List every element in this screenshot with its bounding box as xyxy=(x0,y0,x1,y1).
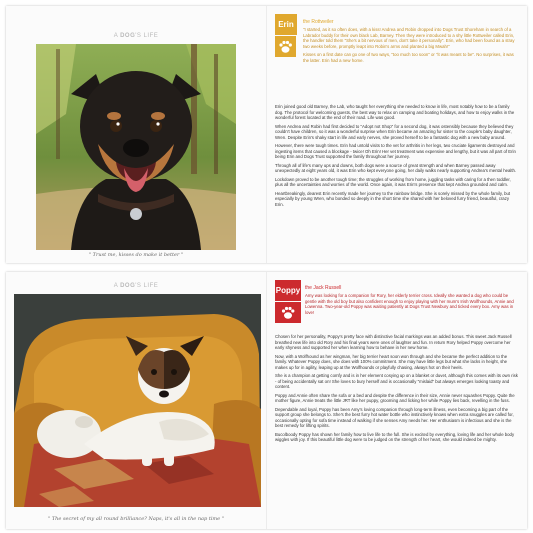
breed-subtitle: the Rottweiler xyxy=(303,19,334,25)
painting-caption: " Trust me, kisses do make it better " xyxy=(88,252,184,258)
body-paragraph: Dependable and loyal, Poppy has been Amy's loving companion through long-term illness, even becoming a big part of the support group she belongs to. She's the best furry hot water bottle who instinctively knows when extra snuggles are called for, occasionally opting for sofa time instead of walking if she senses Amy needs her. Her enthusiasm is infectious and she is the best remedy for lifting spirits. xyxy=(275,406,514,428)
series-title: A DOG'S LIFE xyxy=(113,283,159,289)
story-body xyxy=(275,334,519,446)
dog-name-badge: Erin xyxy=(275,14,297,35)
body-paragraph: Chosen for her personality, Poppy's pretty face with distinctive facial markings was an added bonus. This sweet Jack Russell breathed new life into old Rory and his final years were ones of laughter and fun. In return Rory helped Poppy overcome her early shyness and supported her when learning how to behave in her new home. xyxy=(275,334,512,350)
intro-text xyxy=(303,27,519,66)
body-paragraph: Poppy and Annie often share the sofa or a bed and despite the difference in their size, Annie never squashes Poppy. Quite the mother figure, Annie treats the little JRT like her puppy, grooming and licking her while Poppy lies back, revelling in the fuss. xyxy=(275,392,515,403)
book-spread-poppy xyxy=(6,272,527,529)
body-paragraph: Heartbreakingly, dearest Erin recently made her journey to the rainbow bridge. She is sorely missed by the whole family, but especially by young Wren, who bonded so deeply in the short time she shared with her beloved furry friend, beautiful, crazy Erin. xyxy=(275,190,511,207)
body-paragraph: When Andrea and Robin had first decided to "Adopt not Shop" for a second dog, it was ostensibly because they believed they couldn't have children, so it was a wonderful surprise when Erin became an amazing fur sister to the couple's baby daughter, Wren. Despite Erin's shaky start in life and early nerves, she proved herself to be a fantastic dog with a new baby around. xyxy=(275,123,514,140)
paw-icon xyxy=(275,36,296,57)
intro-paragraph: Amy was looking for a companion for Rory, her elderly terrier cross. Ideally she wanted a dog who could be gentle with the old boy but also confident enough to enjoy playing with her mum's Irish Wolfhounds, Annie and Lowenna. Two-year-old Poppy was waiting patiently at Dogs Trust Newbury and ticked every box. Amy was in love! xyxy=(305,293,514,315)
dog-name-badge: Poppy xyxy=(275,280,301,301)
left-page xyxy=(6,272,266,529)
paw-icon xyxy=(275,302,301,323)
book-spread-erin xyxy=(6,6,527,263)
series-title: A DOG'S LIFE xyxy=(113,33,159,39)
story-body xyxy=(275,104,519,210)
right-page xyxy=(267,272,527,529)
body-paragraph: She is a champion at getting comfy and is in her element cosying up on a blanket or duvet, although this comes with its own risk - of being accidentally sat on! She loves to bury herself and is occasionally "mislaid" but always emerges looking toasty and content. xyxy=(275,373,518,389)
intro-paragraph: "I started, as it so often does, with a kiss! Andrea and Robin dropped into Dogs Trust Shoreham in search of a Labrador buddy for their own black Lab, Barney. Then they were introduced to a shy little Rottweiler called Erin, the handler told them "She's a bit nervous of men, don't take it personally". Erin, who had been found as a stray two weeks before, promptly leapt into Robin's arms and planted a big Mwah!" xyxy=(303,27,515,49)
dog-painting xyxy=(14,294,261,507)
painting-caption: " The secret of my all round brilliance? Naps, it's all in the nap time " xyxy=(47,516,225,522)
breed-subtitle: the Jack Russell xyxy=(305,285,342,291)
body-paragraph: Bucolboody Poppy has shown her family how to live life to the full. She is excited by everything, loving life and her whole body wiggles with joy. If this beautiful little dog were to be judged on the strength of her heart, she would indeed be mighty. xyxy=(275,431,515,442)
erin-painting-illustration xyxy=(36,44,236,250)
body-paragraph: Through all of life's many ups and downs, both dogs were a source of great strength and when Barney passed away unexpectedly at eight years old, it was Erin who kept everyone going, her daily walks nearly supporting Andrea's mental health. xyxy=(275,162,517,173)
body-paragraph: However, there were tough times. Erin had untold visits to the vet for arthritis in her legs, two cruciate ligaments destroyed and ingesting items that caused a blockage - twice! Oh Erin! Her vet treatment was expensive and lengthy, but it was all part of Erin being Erin and Dogs Trust supported the family throughout her journey. xyxy=(275,143,516,159)
dog-painting xyxy=(36,44,236,250)
poppy-painting-illustration xyxy=(14,294,261,507)
intro-text xyxy=(305,293,519,318)
intro-paragraph: Kisses on a first date can go one of two ways, "too much too soon" or "it was meant to be". No surprises, it was the latter. Erin had a new home. xyxy=(303,52,514,63)
body-paragraph: Lockdown proved to be another tough time; the struggles of working from home, juggling tasks with caring for a then toddler, plus all the uncertainties and worries of the world. Once again, it was Erin's presence that kept Andrea grounded and calm. xyxy=(275,176,511,187)
body-paragraph: Now, with a Wolfhound as her wingman, her big terrier heart soon won through and she became the perfect addition to the family. Whatever Poppy does, she does with 100% commitment. She may have little legs but what she lacks in height, she makes up for in agility, leaping up at the Wolfhounds or playfully chasing, always hot on their heels. xyxy=(275,353,508,370)
body-paragraph: Erin joined good old Barney, the Lab, who taught her everything she needed to know in life, most notably how to be a family dog. The protocol for welcoming guests, the best way to relax on camping and boating holidays, and how to enjoy walks in the wonderful forest located at the end of their road. Life was good. xyxy=(275,104,515,120)
left-page xyxy=(6,6,266,263)
right-page xyxy=(267,6,527,263)
